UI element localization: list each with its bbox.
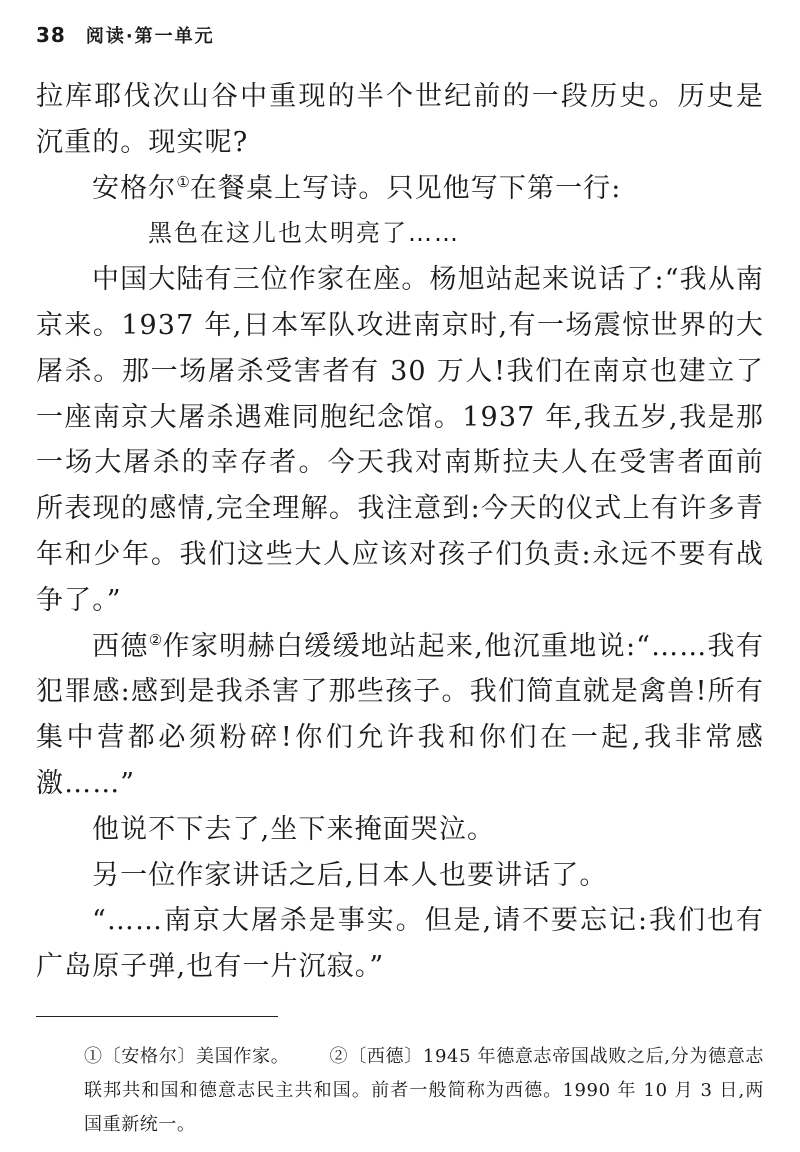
running-head: 阅读·第一单元: [85, 26, 215, 47]
page-header: [36, 22, 215, 50]
page-number: 38: [36, 23, 66, 47]
paragraph-4-rest: 作家明赫白缓缓地站起来,他沉重地说:“……我有犯罪感:感到是我杀害了那些孩子。我们简直就是禽兽!所有集中营都必须粉碎!你们允许我和你们在一起,我非常感激……”: [36, 630, 764, 799]
footnote-marker-2: ②: [148, 630, 163, 649]
paragraph-4: [36, 624, 764, 807]
paragraph-2-rest: 在餐桌上写诗。只见他写下第一行:: [189, 172, 622, 204]
paragraph-7: “……南京大屠杀是事实。但是,请不要忘记:我们也有广岛原子弹,也有一片沉寂。”: [36, 905, 764, 983]
paragraph-5: 他说不下去了,坐下来掩面哭泣。: [92, 813, 496, 845]
paragraph-1: 拉库耶伐次山谷中重现的半个世纪前的一段历史。历史是沉重的。现实呢?: [36, 81, 764, 158]
paragraph-2: [36, 166, 764, 212]
poem-line: 黑色在这儿也太明亮了……: [148, 219, 460, 248]
paragraph-3: 中国大陆有三位作家在座。杨旭站起来说话了:“我从南京来。1937 年,日本军队攻进南京时,有一场震惊世界的大屠杀。那一场屠杀受害者有 30 万人!我们在南京也建立了一座南京大屠杀遇难同胞纪念馆。1937 年,我五岁,我是那一场大屠杀的幸存者。今天我对南斯拉夫人在受害者面前所表现的感情,完全理解。我注意到:今天的仪式上有许多青年和少年。我们这些大人应该对孩子们负责:永远不要有战争了。”: [36, 264, 764, 616]
footnote-divider: [36, 1016, 278, 1017]
paragraph-4-start: 西德: [92, 630, 149, 662]
footnotes: [84, 1040, 764, 1142]
paragraph-2-start: 安格尔: [92, 172, 177, 204]
paragraph-6: 另一位作家讲话之后,日本人也要讲话了。: [92, 859, 608, 891]
footnote-marker-1: ①: [176, 172, 190, 191]
footnote-2: ②〔西德〕1945 年德意志帝国战败之后,分为德意志联邦共和国和德意志民主共和国。前者一般简称为西德。1990 年 10 月 3 日,两国重新统一。: [84, 1046, 764, 1135]
main-text: [36, 74, 764, 990]
footnote-1: ①〔安格尔〕美国作家。: [84, 1046, 290, 1067]
